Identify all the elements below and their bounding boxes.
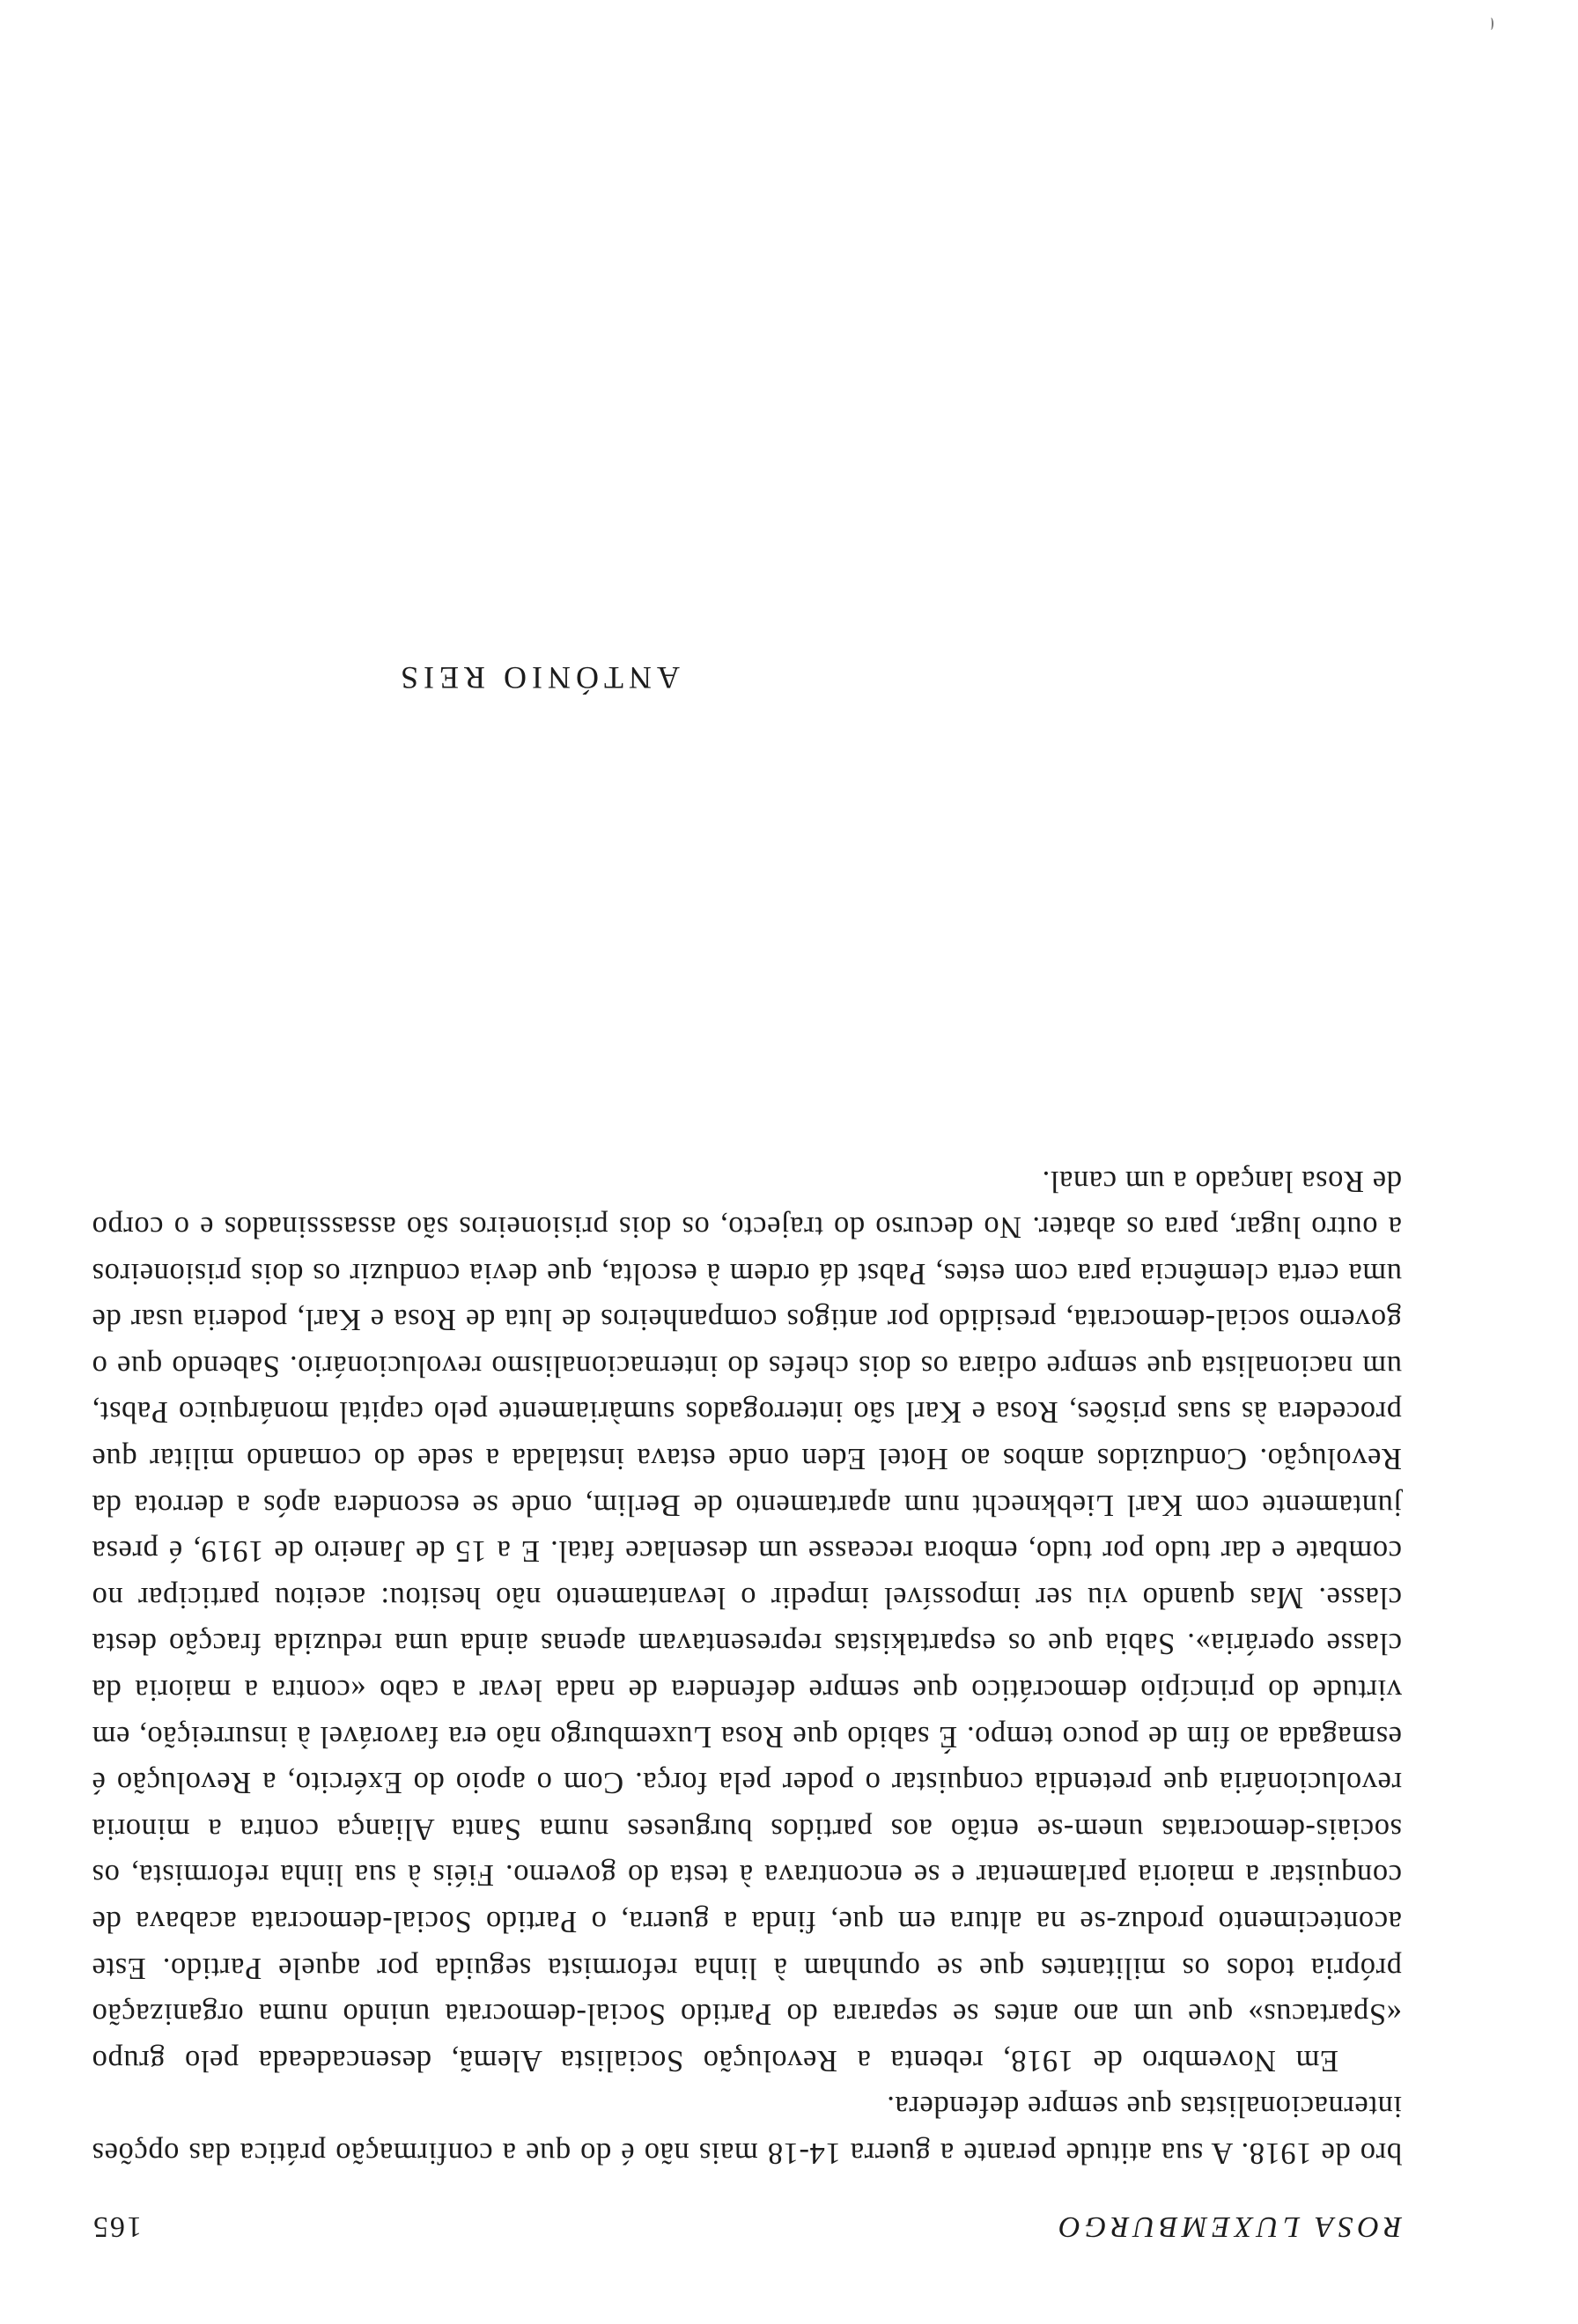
scan-speck [1488,18,1493,30]
body-text [92,1158,1402,2176]
paragraph-continuation: bro de 1918. A sua atitude perante a guerra 14-18 mais não é do que a confirmação prática das opções internacionalistas que sempre defendera. [92,2090,1402,2170]
author-signature: ANTÓNIO REIS [395,660,680,695]
paragraph: Em Novembro de 1918, rebenta a Revolução Socialista Alemã, desencadeada pelo grupo «Spartacus» que um ano antes se separara do Partido Social-democrata unindo numa organização própria todos os militantes que se opunham à linha reformista seguida por aquele Partido. Este acontecimento produz-se na altura em que, finda a guerra, o Partido Social-democrata acabava de conquistar a maioria parlamentar e se encontrava à testa do governo. Fiéis à sua linha reformista, os sociais-democratas unem-se então aos partidos burgueses numa Santa Aliança contra a minoria revolucionária que pretendia conquistar o poder pela força. Com o apoio do Exército, a Revolução é esmagada ao fim de pouco tempo. É sabido que Rosa Luxemburgo não era favorável à insurreição, em virtude do princípio democrático que sempre defendera de nada levar a cabo «contra a maioria da classe operária». Sabia que os espartakistas representavam apenas ainda uma reduzida fracção desta classe. Mas quando viu ser impossível impedir o levantamento não hesitou: aceitou participar no combate e dar tudo por tudo, embora receasse um desenlace fatal. E a 15 de Janeiro de 1919, é presa juntamente com Karl Liebknecht num apartamento de Berlim, onde se escondera após a derrota da Revolução. Conduzidos ambos ao Hotel Eden onde estava instalada a sede do comando militar que procedera às suas prisões, Rosa e Karl são interrogados sumàriamente pelo capital monárquico Pabst, um nacionalista que sempre odiara os dois chefes do internacionalismo revolucionário. Sabendo que o governo social-democrata, presidido por antigos companheiros de luta de Rosa e Karl, poderia usar de uma certa clemência para com estes, Pabst dá ordem à escolta, que devia conduzir os dois prisioneiros a outro lugar, para os abater. No decurso do trajecto, os dois prisioneiros são assasssinados e o corpo de Rosa lançado a um canal. [92,1164,1402,2078]
page-number: 165 [92,2210,142,2243]
running-title: ROSA LUXEMBURGO [1054,2210,1402,2243]
page-header [92,2204,1402,2248]
